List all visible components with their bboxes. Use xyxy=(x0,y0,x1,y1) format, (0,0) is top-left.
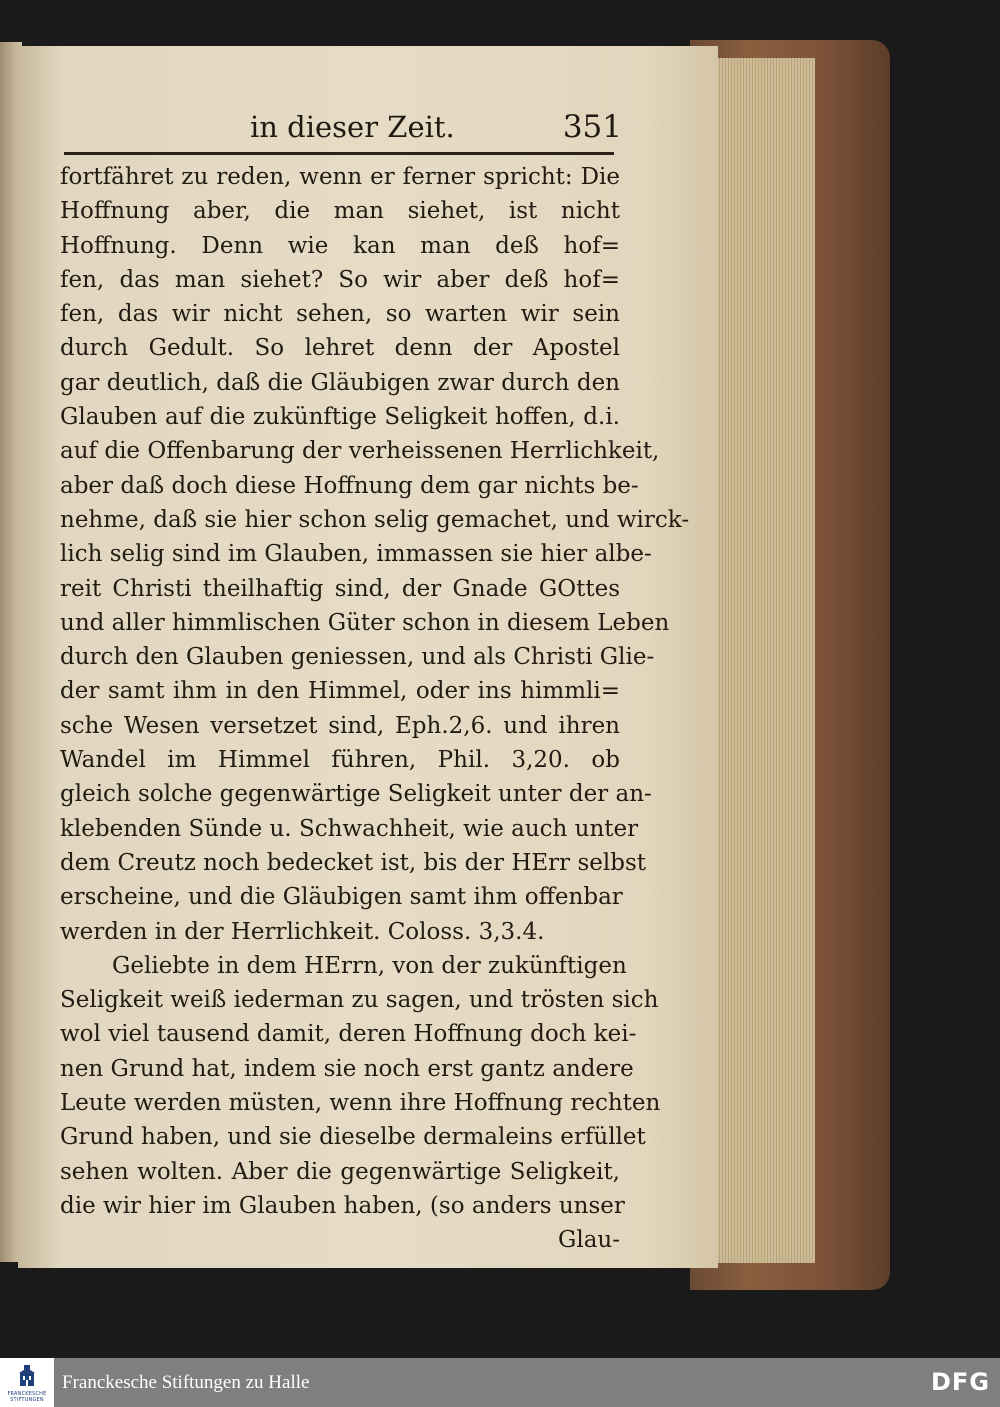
header-rule xyxy=(64,152,614,155)
text-line: nehme, daß sie hier schon selig gemachet, und wirck- xyxy=(60,506,690,533)
text-line: fen, das wir nicht sehen, so warten wir sein xyxy=(60,301,620,328)
page-number: 351 xyxy=(562,109,622,145)
dfg-logo[interactable]: DFG xyxy=(930,1368,990,1396)
text-line: die wir hier im Glauben haben, (so anders unser xyxy=(60,1192,625,1219)
text-line: fortfähret zu reden, wenn er ferner spricht: Die xyxy=(60,164,620,190)
text-line: gleich solche gegenwärtige Seligkeit unter der an- xyxy=(60,781,652,808)
text-line: gar deutlich, daß die Gläubigen zwar durch den xyxy=(60,369,620,396)
text-line: durch den Glauben geniessen, und als Christi Glie- xyxy=(60,644,655,671)
text-line: Seligkeit weiß iederman zu sagen, und trösten sich xyxy=(60,987,659,1014)
text-line: Glauben auf die zukünftige Seligkeit hoffen, d.i. xyxy=(60,404,620,431)
body-text xyxy=(60,160,690,1258)
text-line: lich selig sind im Glauben, immassen sie hier albe- xyxy=(60,541,652,568)
text-line: fen, das man siehet? So wir aber deß hof= xyxy=(60,266,620,293)
text-line: und aller himmlischen Güter schon in diesem Leben xyxy=(60,609,670,636)
text-line: der samt ihm in den Himmel, oder ins himmli= xyxy=(60,678,620,705)
building-icon xyxy=(17,1364,37,1388)
text-line: werden in der Herrlichkeit. Coloss. 3,3.4. xyxy=(60,918,545,945)
running-header: in dieser Zeit. xyxy=(250,110,455,144)
text-line: aber daß doch diese Hoffnung dem gar nichts be- xyxy=(60,472,639,499)
text-line: durch Gedult. So lehret denn der Apostel xyxy=(60,335,620,362)
text-line: Leute werden müsten, wenn ihre Hoffnung rechten xyxy=(60,1090,661,1117)
text-line: erscheine, und die Gläubigen samt ihm offenbar xyxy=(60,884,623,911)
text-line: Hoffnung aber, die man siehet, ist nicht xyxy=(60,198,620,225)
text-line: Hoffnung. Denn wie kan man deß hof= xyxy=(60,232,620,259)
text-line: sehen wolten. Aber die gegenwärtige Seligkeit, xyxy=(60,1158,620,1185)
text-line: Grund haben, und sie dieselbe dermaleins erfüllet xyxy=(60,1124,646,1151)
text-line: sche Wesen versetzet sind, Eph.2,6. und ihren xyxy=(60,712,620,739)
text-line: klebenden Sünde u. Schwachheit, wie auch unter xyxy=(60,815,639,842)
text-line: Wandel im Himmel führen, Phil. 3,20. ob xyxy=(60,747,620,774)
catchword: Glau- xyxy=(557,1227,620,1254)
institution-name[interactable]: Franckesche Stiftungen zu Halle xyxy=(62,1372,310,1393)
text-line: wol viel tausend damit, deren Hoffnung doch kei- xyxy=(60,1021,637,1048)
page-edges xyxy=(705,58,815,1263)
text-line: auf die Offenbarung der verheissenen Herrlichkeit, xyxy=(60,438,660,465)
text-line: dem Creutz noch bedecket ist, bis der HErr selbst xyxy=(60,849,647,876)
viewer-footer xyxy=(0,1358,1000,1407)
logo-text: FRANCKESCHE STIFTUNGEN xyxy=(7,1391,47,1403)
text-line: reit Christi theilhaftig sind, der Gnade GOttes xyxy=(60,575,620,602)
text-line: Geliebte in dem HErrn, von der zukünftigen xyxy=(112,952,627,979)
text-line: nen Grund hat, indem sie noch erst gantz andere xyxy=(60,1055,634,1082)
institution-logo[interactable] xyxy=(0,1358,54,1407)
